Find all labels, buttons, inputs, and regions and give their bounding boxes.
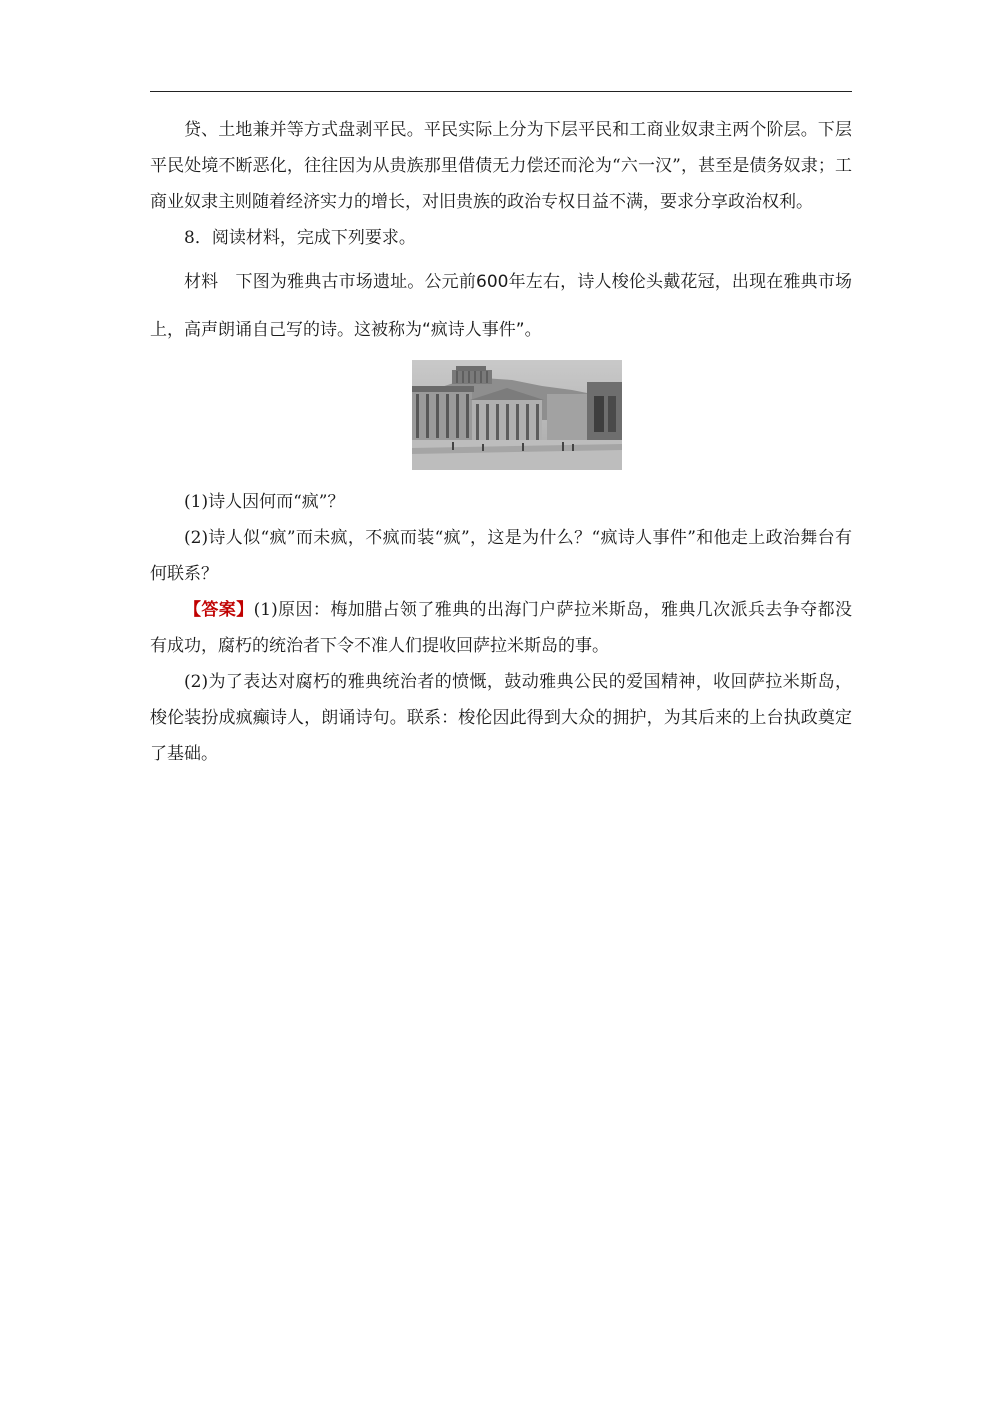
- material-text: 材料 下图为雅典古市场遗址。公元前600年左右，诗人梭伦头戴花冠，出现在雅典市场上，高声朗诵自己写的诗。这被称为“疯诗人事件”。: [150, 272, 852, 340]
- ancient-agora-ruins-icon: [412, 360, 622, 470]
- paragraph-intro: 贷、土地兼并等方式盘剥平民。平民实际上分为下层平民和工商业奴隶主两个阶层。下层平民处境不断恶化，往往因为从贵族那里借债无力偿还而沦为“六一汉”，甚至是债务奴隶；工商业奴隶主则随着经济实力的增长，对旧贵族的政治专权日益不满，要求分享政治权利。: [150, 120, 852, 212]
- question-8-prompt: 8．阅读材料，完成下列要求。: [184, 228, 416, 248]
- answer-1: [150, 592, 852, 664]
- figure-container: [150, 360, 852, 478]
- answer-2: (2)为了表达对腐朽的雅典统治者的愤慨，鼓动雅典公民的爱国精神，收回萨拉米斯岛，梭伦装扮成疯癫诗人，朗诵诗句。联系：梭伦因此得到大众的拥护，为其后来的上台执政奠定了基础。: [150, 672, 852, 764]
- question-2: (2)诗人似“疯”而未疯，不疯而装“疯”，这是为什么？“疯诗人事件”和他走上政治舞台有何联系？: [150, 528, 852, 584]
- question-1: (1)诗人因何而“疯”？: [184, 492, 345, 512]
- answer-1-text: (1)原因：梅加腊占领了雅典的出海门户萨拉米斯岛，雅典几次派兵去争夺都没有成功，腐朽的统治者下令不准人们提收回萨拉米斯岛的事。: [150, 600, 852, 656]
- header-rule: [150, 91, 852, 92]
- answer-tag: 【答案】: [184, 600, 254, 620]
- document-body: [150, 112, 852, 772]
